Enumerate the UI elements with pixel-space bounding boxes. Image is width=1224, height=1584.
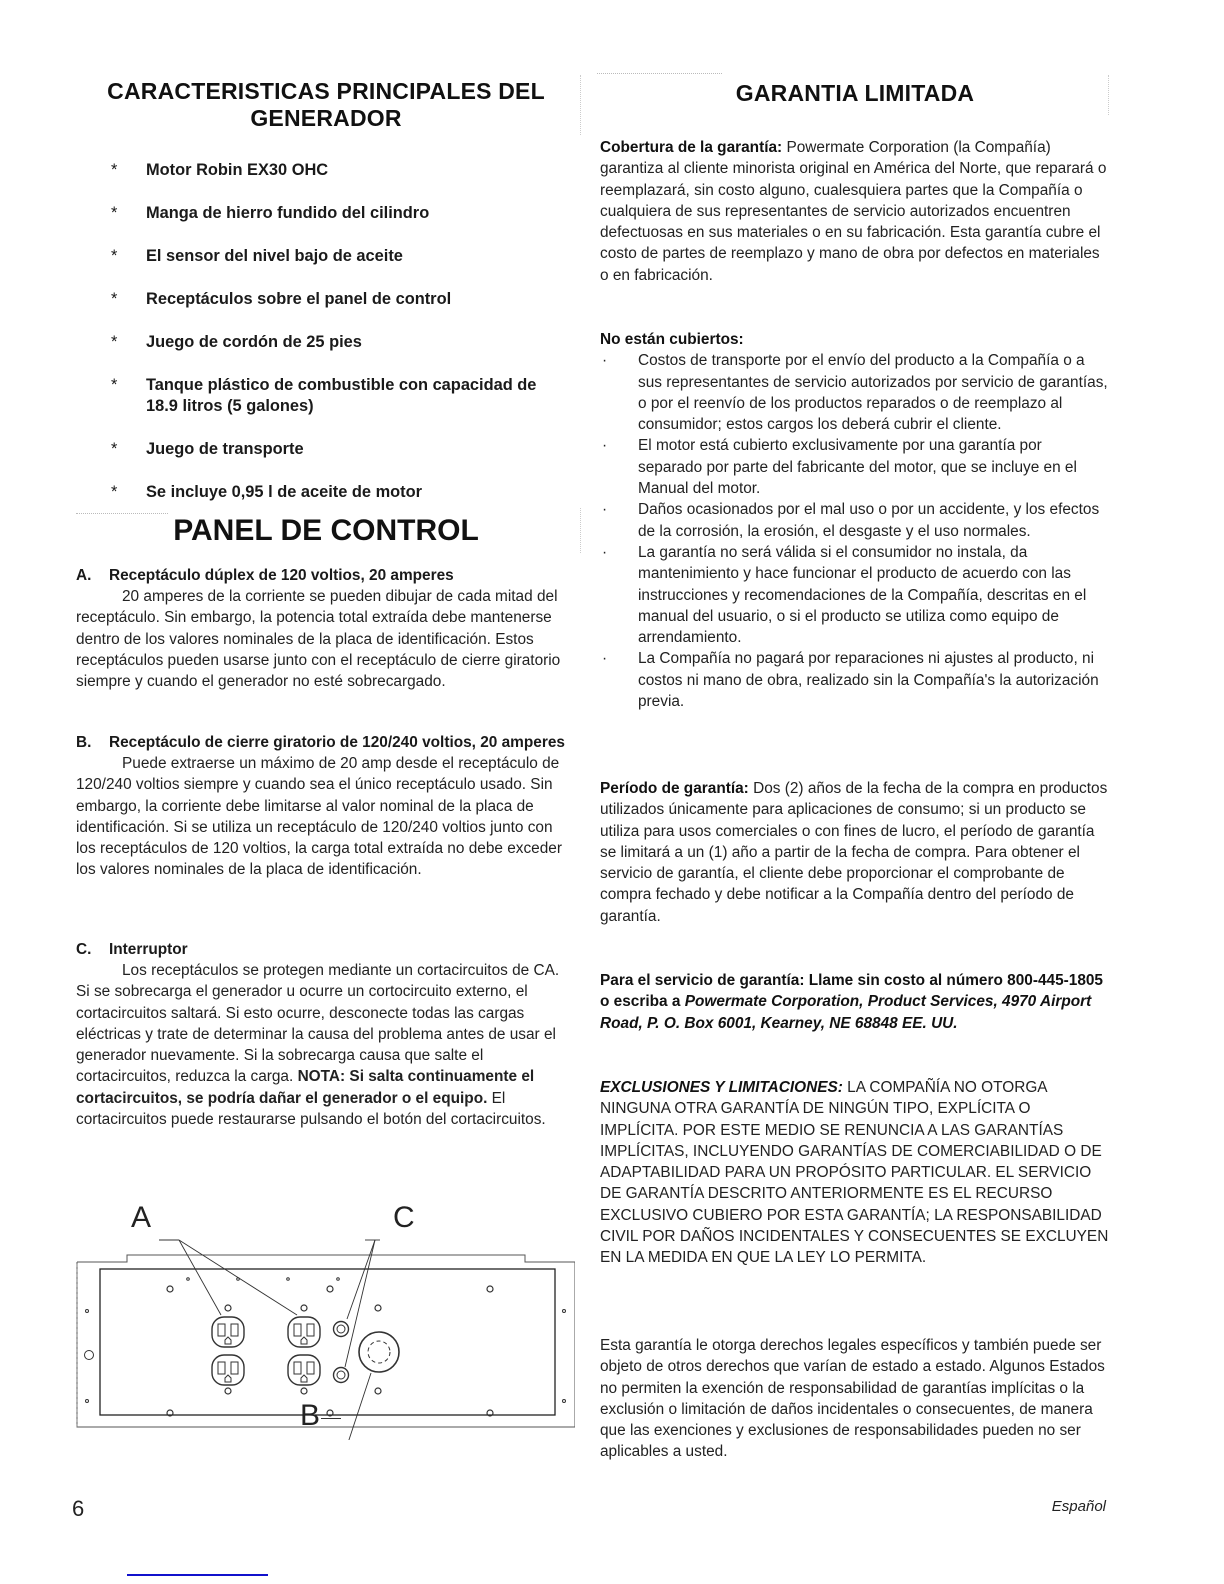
language-label: Español bbox=[1051, 1498, 1106, 1515]
feature-item: * El sensor del nivel bajo de aceite bbox=[111, 247, 403, 265]
scan-artifact-line bbox=[76, 513, 168, 514]
features-list bbox=[76, 160, 576, 525]
section-a-heading: A. Receptáculo dúplex de 120 voltios, 20 amperes bbox=[76, 567, 454, 584]
asterisk-bullet-icon: * bbox=[111, 376, 118, 394]
bullet-dot-icon: · bbox=[602, 437, 608, 455]
coverage-paragraph: Cobertura de la garantía: Powermate Corporation (la Compañía) garantiza al cliente minorista original en América del Norte, que reparará o reemplazará, sin costo alguno, cualesquiera partes que la Compañía o cualquiera de sus representantes de servicio autorizados encuentren defectuosas en sus materiales o en su fabricación. Esta garantía cubre el costo de partes de reemplazo y mano de obra por defectos en materiales o en fabricación. bbox=[600, 139, 1107, 284]
asterisk-bullet-icon: * bbox=[111, 161, 118, 179]
not-covered-label: No están cubiertos: bbox=[600, 331, 744, 348]
exclusions-label: EXCLUSIONES Y LIMITACIONES: bbox=[600, 1079, 843, 1096]
bullet-dot-icon: · bbox=[602, 543, 608, 561]
feature-item: * Juego de transporte bbox=[111, 440, 304, 458]
not-covered-item: · Daños ocasionados por el mal uso o por un accidente, y los efectos de la corrosión, la erosión, el desgaste y el uso normales. bbox=[602, 501, 1100, 540]
scan-artifact-line bbox=[597, 73, 722, 74]
section-c bbox=[76, 939, 576, 1130]
bullet-dot-icon: · bbox=[602, 352, 608, 370]
section-b-body: Puede extraerse un máximo de 20 amp desde el receptáculo de 120/240 voltios siempre y cuando sea el único receptáculo usado. Sin embargo, la corriente debe limitarse al valor nominal de la placa de identificación. Si se utiliza un receptáculo de 120/240 voltios junto con los receptáculos de 120 voltios, la carga total extraída no debe exceder los valores nominales de la placa de identificación. bbox=[76, 755, 562, 879]
feature-item: * Juego de cordón de 25 pies bbox=[111, 333, 362, 351]
section-c-note: NOTA: Si salta continuamente el cortacircuitos, se podría dañar el generador o el equipo. bbox=[76, 1068, 535, 1107]
scan-artifact-line bbox=[1108, 75, 1109, 115]
link-underline[interactable] bbox=[127, 1574, 268, 1576]
feature-item: * Se incluye 0,95 l de aceite de motor bbox=[111, 483, 423, 501]
section-c-heading: C. Interruptor bbox=[76, 941, 188, 958]
asterisk-bullet-icon: * bbox=[111, 290, 118, 308]
service-contact: Para el servicio de garantía: Llame sin costo al número 800-445-1805 o escriba a bbox=[600, 972, 1103, 1011]
section-b bbox=[76, 732, 576, 881]
label-b-leader bbox=[321, 1418, 341, 1419]
control-panel-illustration bbox=[75, 1205, 575, 1440]
control-panel-diagram bbox=[75, 1201, 575, 1440]
service-paragraph bbox=[600, 970, 1110, 1034]
page-number: 6 bbox=[72, 1496, 85, 1521]
asterisk-bullet-icon: * bbox=[111, 204, 118, 222]
exclusions-paragraph: EXCLUSIONES Y LIMITACIONES: LA COMPAÑÍA NO OTORGA NINGUNA OTRA GARANTÍA DE NINGÚN TIPO, EXPLÍCITA O IMPLÍCITA. POR ESTE MEDIO SE RENUNCIA A LAS GARANTÍAS IMPLÍCITAS, INCLUYENDO GARANTÍAS DE COMERCIABILIDAD O DE ADAPTABILIDAD PARA UN PROPÓSITO PARTICULAR. EL SERVICIO DE GARANTÍA DESCRITO ANTERIORMENTE ES EL RECURSO EXCLUSIVO CUBIERO POR ESTA GARANTÍA; LA RESPONSABILIDAD CIVIL POR DAÑOS INCIDENTALES Y CONSECUENTES SE EXCLUYEN EN LA MEDIDA EN QUE LA LEY LO PERMITA. bbox=[600, 1079, 1109, 1267]
section-a-body: 20 amperes de la corriente se pueden dibujar de cada mitad del receptáculo. Sin embargo, la potencia total extraída debe mantenerse dentro de los valores nominales de la placa de identificación. Estos receptáculos pueden usarse junto con el receptáculo de cierre giratorio siempre y cuando el generador no esté sobrecargado. bbox=[76, 588, 561, 691]
scan-artifact-line bbox=[580, 75, 581, 135]
feature-item: * Motor Robin EX30 OHC bbox=[111, 161, 329, 179]
period-paragraph: Período de garantía: Dos (2) años de la fecha de la compra en productos utilizados únicamente para aplicaciones de consumo; si un producto se utiliza para usos comerciales o con fines de lucro, el período de garantía se limitará a un (1) año a partir de la fecha de compra. Para obtener el servicio de garantía, el cliente debe proporcionar el comprobante de compra fechado y debe notificar a la Compañía dentro del período de garantía. bbox=[600, 780, 1108, 925]
section-a bbox=[76, 565, 576, 692]
asterisk-bullet-icon: * bbox=[111, 247, 118, 265]
not-covered-list bbox=[600, 350, 1110, 712]
period-label: Período de garantía: bbox=[600, 780, 749, 797]
asterisk-bullet-icon: * bbox=[111, 440, 118, 458]
not-covered-section bbox=[600, 329, 1110, 712]
asterisk-bullet-icon: * bbox=[111, 333, 118, 351]
section-c-body: Los receptáculos se protegen mediante un cortacircuitos de CA. Si se sobrecarga el generador u ocurre un cortocircuito externo, el cortacircuitos saltará. Si esto ocurre, desconecte todas las cargas eléctricas y trate de determinar la causa del problema antes de usar el generador nuevamente. Si la sobrecarga causa que salte el cortacircuitos, reduzca la carga. NOTA: Si salta continuamente el cortacircuitos, se podría dañar el generador o el equipo. El cortacircuitos puede restaurarse pulsando el botón del cortacircuitos. bbox=[76, 962, 560, 1129]
warranty-title: GARANTIA LIMITADA bbox=[735, 80, 975, 106]
feature-item: * Manga de hierro fundido del cilindro bbox=[111, 204, 430, 222]
asterisk-bullet-icon: * bbox=[111, 483, 118, 501]
panel-title: PANEL DE CONTROL bbox=[173, 514, 479, 547]
not-covered-item: · Costos de transporte por el envío del producto a la Compañía o a sus representantes de servicio autorizados por servicio de garantías, o por el reenvío de los productos reparados o de reemplazo al consumidor; estos cargos los deberá cubrir el cliente. bbox=[602, 352, 1108, 434]
bullet-dot-icon: · bbox=[602, 650, 608, 668]
features-heading bbox=[76, 78, 576, 132]
diagram-label-c: C bbox=[393, 1201, 415, 1234]
rights-paragraph: Esta garantía le otorga derechos legales específicos y también puede ser objeto de otros derechos que varían de estado a estado. Algunos Estados no permiten la exención de responsabilidad de garantías implícitas o la exclusión o limitación de daños incidentales o consecuentes, de manera que las exenciones y exclusiones de responsabilidades pueden no ser aplicables a usted. bbox=[600, 1337, 1105, 1461]
feature-item: * Tanque plástico de combustible con capacidad de 18.9 litros (5 galones) bbox=[111, 376, 537, 415]
scan-artifact-line bbox=[580, 508, 581, 553]
feature-item: * Receptáculos sobre el panel de control bbox=[111, 290, 452, 308]
features-title-line2: GENERADOR bbox=[250, 105, 402, 131]
section-b-heading: B. Receptáculo de cierre giratorio de 120/240 voltios, 20 amperes bbox=[76, 734, 565, 751]
diagram-label-b: B bbox=[300, 1399, 321, 1432]
bullet-dot-icon: · bbox=[602, 501, 608, 519]
features-title-line1: CARACTERISTICAS PRINCIPALES DEL bbox=[107, 78, 545, 104]
service-address: Powermate Corporation, Product Services, 4970 Airport Road, P. O. Box 6001, Kearney, NE 68848 EE. UU. bbox=[600, 993, 1092, 1032]
not-covered-item: · La garantía no será válida si el consumidor no instala, da mantenimiento y hace funcionar el producto de acuerdo con las instrucciones y recomendaciones de la Compañía, descritas en el manual del usuario, o si el producto se utiliza como equipo de arrendamiento. bbox=[602, 543, 1087, 647]
diagram-label-a: A bbox=[131, 1201, 152, 1234]
not-covered-item: · La Compañía no pagará por reparaciones ni ajustes al producto, ni costos ni mano de obra, realizado sin la Compañía's la autorización previa. bbox=[602, 650, 1099, 711]
not-covered-item: · El motor está cubierto exclusivamente por una garantía por separado por parte del fabricante del motor, que se incluye en el Manual del motor. bbox=[602, 437, 1077, 498]
coverage-label: Cobertura de la garantía: bbox=[600, 139, 783, 156]
